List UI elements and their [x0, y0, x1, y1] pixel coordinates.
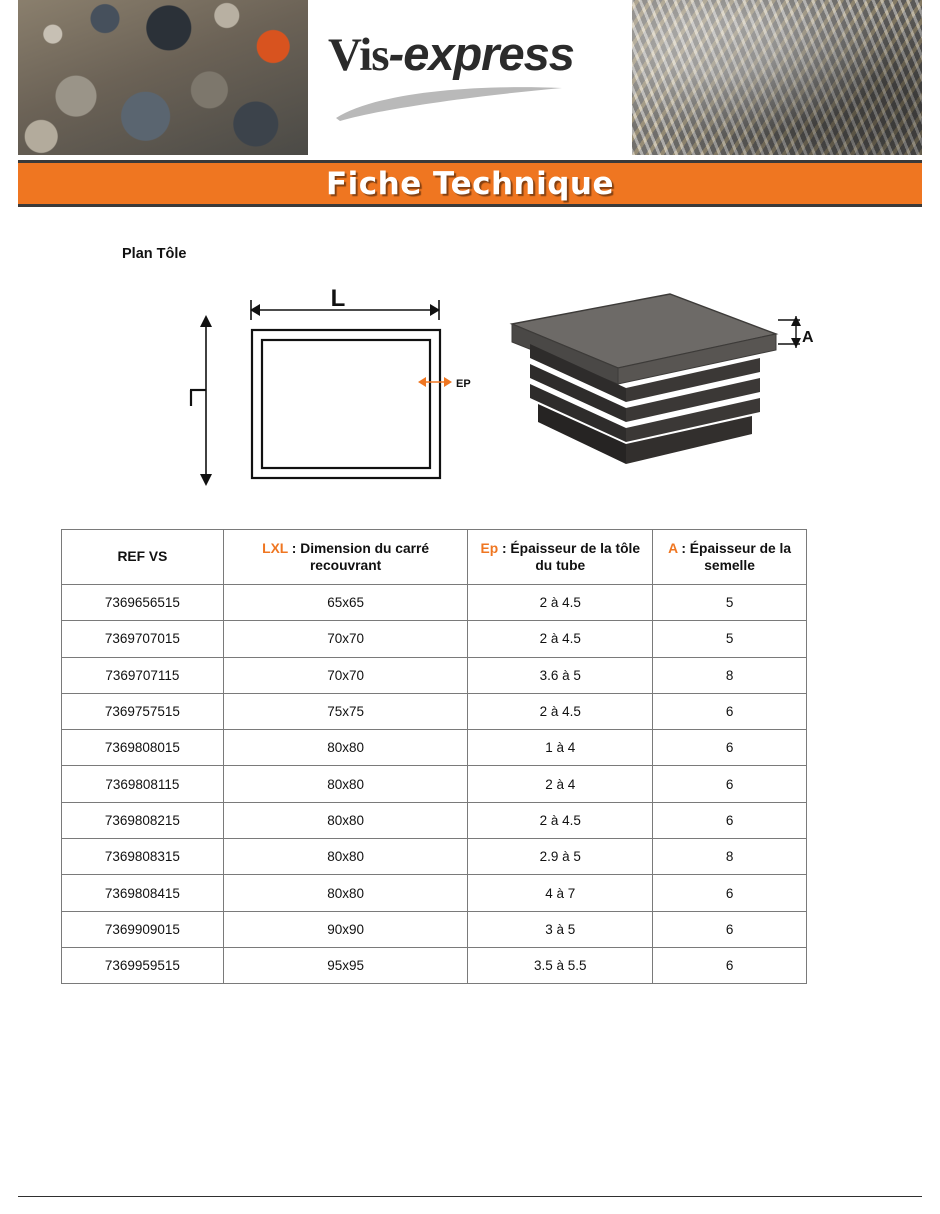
cell-ref: 7369656515 [62, 585, 224, 621]
cell-a: 6 [653, 693, 807, 729]
cell-ref: 7369959515 [62, 947, 224, 983]
cell-ref: 7369909015 [62, 911, 224, 947]
column-header-lxl [223, 530, 468, 585]
column-key-ep: Ep [480, 540, 499, 556]
table-row [62, 657, 807, 693]
brand-logo [328, 26, 588, 82]
cell-a: 5 [653, 621, 807, 657]
table-row [62, 766, 807, 802]
column-header-a [653, 530, 807, 585]
table-row [62, 802, 807, 838]
cell-ref: 7369808015 [62, 730, 224, 766]
page-title: Fiche Technique [325, 165, 615, 202]
header-photo-screws [632, 0, 922, 155]
cell-lxl: 95x95 [223, 947, 468, 983]
table-row [62, 585, 807, 621]
cell-lxl: 65x65 [223, 585, 468, 621]
table-row [62, 730, 807, 766]
cell-a: 6 [653, 911, 807, 947]
table-row [62, 621, 807, 657]
column-key-lxl: LXL [262, 540, 288, 556]
table-row [62, 911, 807, 947]
cell-ep: 1 à 4 [468, 730, 653, 766]
cell-ref: 7369808215 [62, 802, 224, 838]
cell-a: 6 [653, 947, 807, 983]
cell-ep: 2 à 4 [468, 766, 653, 802]
plug-3d-illustration [512, 294, 814, 464]
brand-logo-secondary: -express [388, 27, 574, 80]
cell-ref: 7369808415 [62, 875, 224, 911]
dimension-arrow-A [778, 316, 801, 348]
table-header-row [62, 530, 807, 585]
cell-ep: 4 à 7 [468, 875, 653, 911]
table-row [62, 693, 807, 729]
column-desc-a: : Épaisseur de la semelle [677, 540, 792, 573]
cell-lxl: 80x80 [223, 766, 468, 802]
column-desc-ep: : Épaisseur de la tôle du tube [498, 540, 641, 573]
cell-a: 5 [653, 585, 807, 621]
dimension-arrow-vertical [200, 315, 212, 486]
table-row [62, 947, 807, 983]
tools-photo-texture [18, 0, 308, 155]
cell-lxl: 75x75 [223, 693, 468, 729]
cell-a: 6 [653, 875, 807, 911]
cell-ep: 2 à 4.5 [468, 693, 653, 729]
table-row [62, 839, 807, 875]
cell-a: 8 [653, 839, 807, 875]
cell-ep: 2.9 à 5 [468, 839, 653, 875]
header-logo-area [308, 0, 632, 155]
cell-ep: 2 à 4.5 [468, 621, 653, 657]
technical-drawing [60, 272, 880, 512]
drawing-svg [60, 272, 880, 512]
brand-logo-text [328, 26, 588, 82]
dimension-label-Ep: EP [456, 378, 471, 390]
cell-ep: 3 à 5 [468, 911, 653, 947]
cell-lxl: 80x80 [223, 802, 468, 838]
cell-a: 6 [653, 730, 807, 766]
swoosh-icon [334, 82, 564, 122]
cell-a: 8 [653, 657, 807, 693]
specification-table [61, 529, 807, 984]
cell-ep: 3.5 à 5.5 [468, 947, 653, 983]
cell-ref: 7369808115 [62, 766, 224, 802]
cell-lxl: 80x80 [223, 839, 468, 875]
cell-ep: 2 à 4.5 [468, 802, 653, 838]
section-subtitle: Plan Tôle [122, 246, 187, 262]
footer-divider [18, 1196, 922, 1197]
cell-lxl: 90x90 [223, 911, 468, 947]
cell-lxl: 70x70 [223, 657, 468, 693]
dimension-label-A: A [802, 329, 814, 346]
column-key-a: A [668, 540, 678, 556]
column-desc-lxl: : Dimension du carré recouvrant [287, 540, 430, 573]
column-header-ep [468, 530, 653, 585]
header-photo-tools [18, 0, 308, 155]
tube-inner-outline [262, 340, 430, 468]
dimension-label-L: L [330, 285, 346, 312]
table-body [62, 585, 807, 984]
cell-ep: 3.6 à 5 [468, 657, 653, 693]
document-title-bar [18, 160, 922, 207]
screws-photo-texture [632, 0, 922, 155]
cell-ref: 7369757515 [62, 693, 224, 729]
corner-bracket-mark [190, 390, 206, 406]
cell-lxl: 80x80 [223, 875, 468, 911]
cell-ref: 7369707015 [62, 621, 224, 657]
header-banner [18, 0, 922, 155]
table-row [62, 875, 807, 911]
cell-ref: 7369808315 [62, 839, 224, 875]
cell-a: 6 [653, 766, 807, 802]
cell-lxl: 70x70 [223, 621, 468, 657]
column-header-ref: REF VS [62, 530, 224, 585]
cell-a: 6 [653, 802, 807, 838]
cell-ep: 2 à 4.5 [468, 585, 653, 621]
brand-logo-primary: Vis [328, 29, 389, 81]
cell-ref: 7369707115 [62, 657, 224, 693]
cell-lxl: 80x80 [223, 730, 468, 766]
